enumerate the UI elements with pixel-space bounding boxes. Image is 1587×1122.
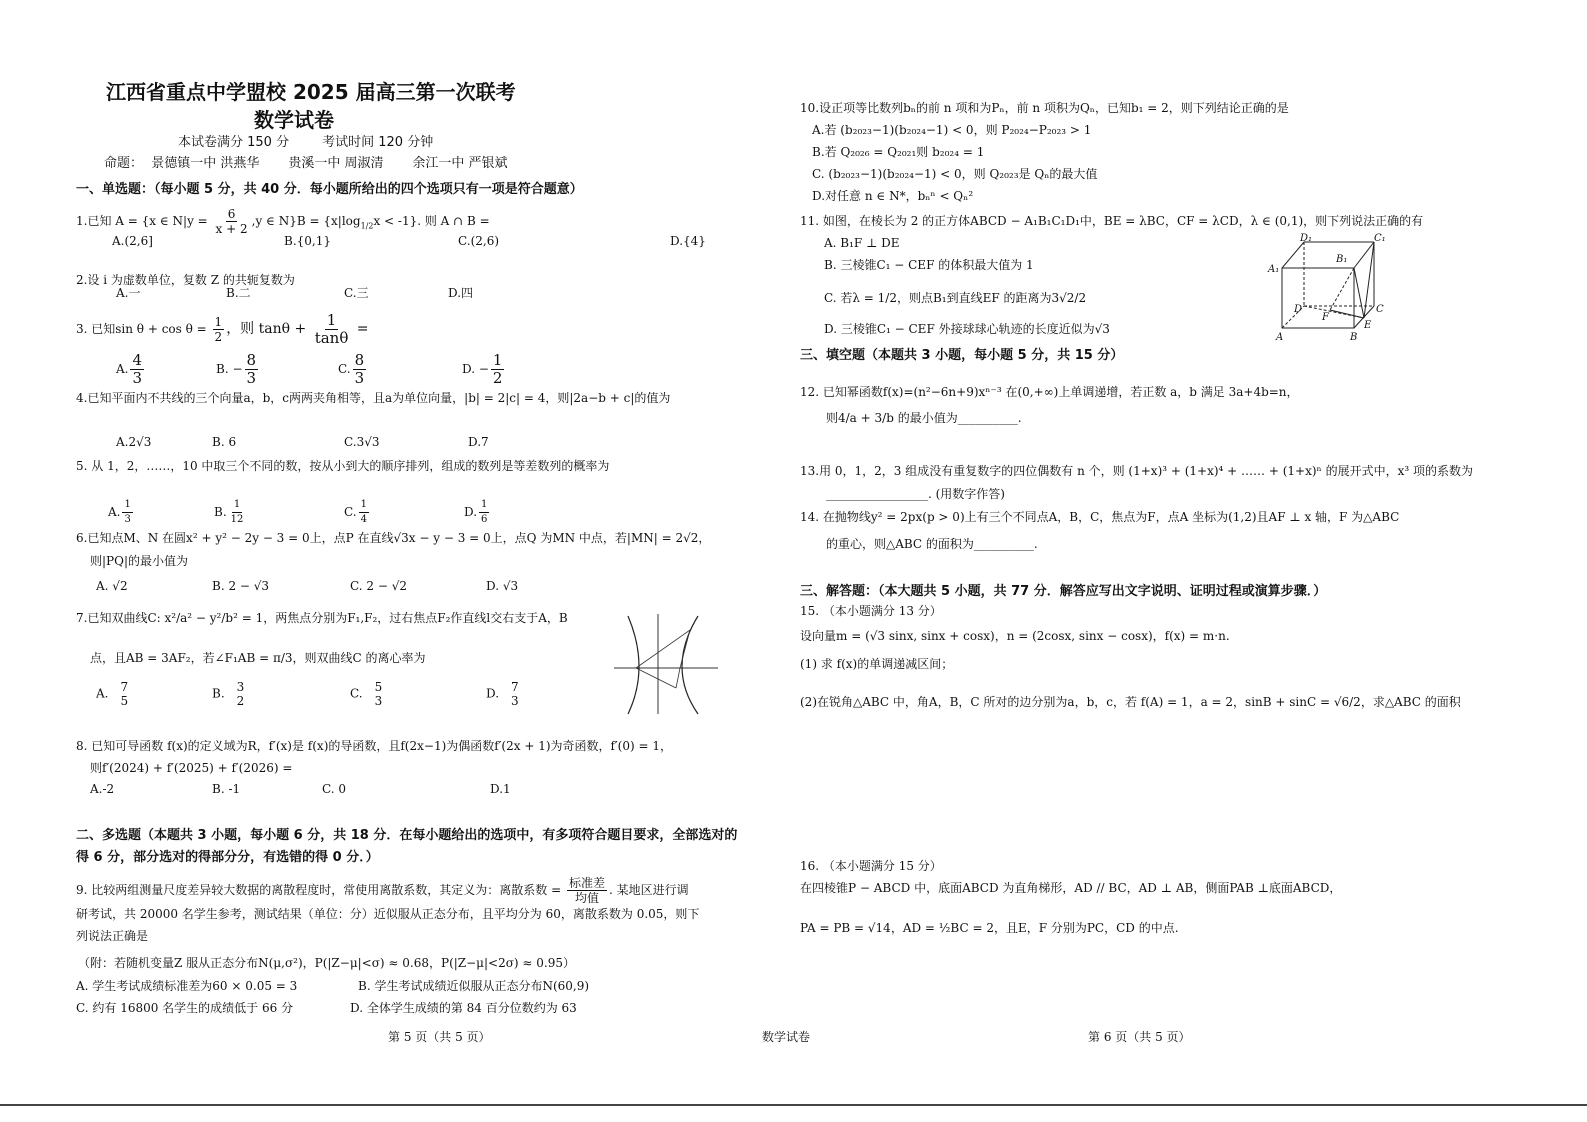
section-4-heading: 三、解答题：（本大题共 5 小题，共 77 分．解答应写出文字说明、证明过程或演算步骤．） [800, 584, 1327, 599]
cube-label-c: C [1376, 304, 1384, 315]
q9-option-a: A. 学生考试成绩标准差为60 × 0.05 = 3 [76, 979, 298, 993]
cube-label-a: A [1276, 332, 1284, 343]
q1-option-b: B.{0,1} [284, 234, 331, 248]
q8-option-b: B. -1 [212, 782, 241, 796]
q3-option-a: A. $\frac{4}{3}$ [116, 351, 143, 387]
q4-option-a: A.2√3 [116, 435, 152, 449]
question-10: 10.设正项等比数列bₙ的前 n 项和为Pₙ，前 n 项积为Qₙ，已知b₁ = 2，则下列结论正确的是 [800, 101, 1289, 115]
question-6: 6.已知点M、N 在圆x² + y² − 2y − 3 = 0上，点P 在直线√3x − y − 3 = 0上，点Q 为MN 中点，若|MN| = 2√2， [76, 531, 711, 545]
exam-subtitle: 数学试卷 [254, 108, 334, 132]
section-2-heading: 二、多选题（本题共 3 小题，每小题 6 分，共 18 分．在每小题给出的选项中，有多项符合题目要求，全部选对的 [76, 828, 738, 843]
q9-option-c: C. 约有 16800 名学生的成绩低于 66 分 [76, 1001, 294, 1015]
question-7-line2: 点，且AB = 3AF₂，若∠F₁AB = π/3，则双曲线C 的离心率为 [90, 651, 426, 665]
cube-label-b: B [1350, 332, 1358, 343]
q8-option-a: A.-2 [90, 782, 115, 796]
q2-option-c: C.三 [344, 286, 369, 300]
exam-authors: 命题： 景德镇一中 洪燕华 贵溪一中 周淑清 余江一中 严银斌 [104, 156, 508, 171]
question-15-part2: (2)在锐角△ABC 中，角A，B，C 所对的边分别为a，b，c，若 f(A) = 1，a = 2，sinB + sinC = √6/2，求△ABC 的面积 [800, 695, 1461, 709]
question-4: 4.已知平面内不共线的三个向量a，b，c两两夹角相等，且a为单位向量，|b| = 2|c| = 4，则|2a−b + c|的值为 [76, 391, 671, 405]
question-11: 11. 如图，在棱长为 2 的正方体ABCD − A₁B₁C₁D₁中，BE = λBC，CF = λCD，λ ∈ (0,1)，则下列说法正确的有 [800, 214, 1424, 228]
q11-option-b: B. 三棱锥C₁ − CEF 的体积最大值为 1 [824, 258, 1034, 272]
question-6-line2: 则|PQ|的最小值为 [90, 554, 188, 568]
q1-option-a: A.(2,6] [112, 234, 153, 248]
section-3-heading: 三、填空题（本题共 3 小题，每小题 5 分，共 15 分） [800, 348, 1124, 363]
q5-option-a: A. $\frac{1}{3}$ [108, 499, 131, 525]
q11-option-a: A. B₁F ⊥ DE [824, 236, 900, 250]
q6-option-d: D. √3 [486, 579, 519, 593]
section-1-heading: 一、单选题：（每小题 5 分，共 40 分．每小题所给出的四个选项只有一项是符合题意） [76, 182, 583, 197]
q4-option-b: B. 6 [212, 435, 237, 449]
q2-option-a: A.一 [116, 286, 141, 300]
q10-option-c: C. (b₂₀₂₃−1)(b₂₀₂₄−1) < 0，则 Q₂₀₂₃是 Qₙ的最大值 [812, 167, 1098, 181]
q8-option-d: D.1 [490, 782, 511, 796]
question-7: 7.已知双曲线C: x²/a² − y²/b² = 1，两焦点分别为F₁,F₂，过右焦点F₂作直线l交右支于A，B [76, 611, 568, 625]
question-9-line2: 研考试，共 20000 名学生参考，测试结果（单位：分）近似服从正态分布，且平均分为 60，离散系数为 0.05，则下 [76, 907, 700, 921]
q7-option-c: C. 5 3 [350, 680, 383, 708]
question-13: 13.用 0，1，2，3 组成没有重复数字的四位偶数有 n 个，则 (1+x)³ + (1+x)⁴ + …… + (1+x)ⁿ 的展开式中，x³ 项的系数为 [800, 464, 1473, 478]
q6-option-c: C. 2 − √2 [350, 579, 407, 593]
q5-option-c: C. $\frac{1}{4}$ [344, 499, 367, 525]
q4-option-d: D.7 [468, 435, 489, 449]
question-13-line2: _________________. (用数字作答) [826, 487, 1005, 501]
question-8-line2: 则f′(2024) + f′(2025) + f′(2026) = [90, 761, 293, 775]
cube-label-d: D [1294, 304, 1303, 315]
q2-option-d: D.四 [448, 286, 474, 300]
question-12-line2: 则4/a + 3/b 的最小值为__________. [826, 411, 1022, 425]
question-9-note: （附：若随机变量Z 服从正态分布N(μ,σ²)，P(|Z−μ|<σ) ≈ 0.68，P(|Z−μ|<2σ) ≈ 0.95） [78, 956, 575, 970]
question-15-title: 15. （本小题满分 13 分） [800, 604, 942, 618]
section-2-heading-line2: 得 6 分，部分选对的得部分分，有选错的得 0 分．） [76, 850, 379, 865]
question-5: 5. 从 1，2，……，10 中取三个不同的数，按从小到大的顺序排列，组成的数列是等差数列的概率为 [76, 459, 610, 473]
q6-option-b: B. 2 − √3 [212, 579, 270, 593]
question-8: 8. 已知可导函数 f(x)的定义域为R，f′(x)是 f(x)的导函数，且f(2x−1)为偶函数f′(2x + 1)为奇函数，f′(0) = 1， [76, 739, 673, 753]
exam-title: 江西省重点中学盟校 2025 届高三第一次联考 [106, 80, 516, 104]
q7-option-a: A. 7 5 [96, 680, 129, 708]
question-9-line3: 列说法正确是 [76, 929, 149, 943]
exam-info: 本试卷满分 150 分 考试时间 120 分钟 [178, 135, 434, 150]
footer-center-title: 数学试卷 [762, 1030, 811, 1044]
q10-option-a: A.若 (b₂₀₂₃−1)(b₂₀₂₄−1) < 0，则 P₂₀₂₄−P₂₀₂₃ > 1 [812, 123, 1092, 137]
footer-left-page-number: 第 5 页（共 5 页） [388, 1030, 491, 1044]
q3-option-c: C. $\frac{8}{3}$ [338, 351, 365, 387]
cube-label-b1: B₁ [1336, 254, 1348, 265]
q7-option-b: B. 3 2 [212, 680, 245, 708]
q5-option-d: D. $\frac{1}{6}$ [464, 499, 488, 525]
q5-option-b: B. $\frac{1}{12}$ [214, 499, 244, 525]
question-15-stem: 设向量m = (√3 sinx, sinx + cosx)，n = (2cosx, sinx − cosx)，f(x) = m·n. [800, 629, 1230, 643]
cube-label-c1: C₁ [1374, 233, 1386, 244]
q4-option-c: C.3√3 [344, 435, 380, 449]
question-14: 14. 在抛物线y² = 2px(p > 0)上有三个不同点A，B，C，焦点为F，点A 坐标为(1,2)且AF ⊥ x 轴，F 为△ABC [800, 510, 1400, 524]
q1-option-c: C.(2,6) [458, 234, 500, 248]
q3-option-d: D. − $\frac{1}{2}$ [462, 351, 503, 387]
q6-option-a: A. √2 [96, 579, 128, 593]
cube-label-d1: D₁ [1300, 233, 1313, 244]
cube-label-e: E [1364, 320, 1372, 331]
question-1: 1.已知 A = {x ∈ N|y = $\frac{6}{x + 2}$ ,y ∈ $N\}B = \{x|\log_{1/2}x < -1\}$. 则 A ∩ B = [76, 207, 490, 236]
cube-label-a1: A₁ [1268, 264, 1280, 275]
q1-option-d: D.{4} [670, 234, 706, 248]
q9-option-d: D. 全体学生成绩的第 84 百分位数约为 63 [350, 1001, 577, 1015]
question-15-part1: (1) 求 f(x)的单调递减区间； [800, 657, 954, 671]
question-2: 2.设 i 为虚数单位，复数 Z 的共轭复数为 [76, 273, 295, 287]
question-16-title: 16. （本小题满分 15 分） [800, 859, 942, 873]
q9-option-b: B. 学生考试成绩近似服从正态分布N(60,9) [358, 979, 590, 993]
q7-option-d: D. 7 3 [486, 680, 519, 708]
q8-option-c: C. 0 [322, 782, 347, 796]
q3-option-b: B. − $\frac{8}{3}$ [216, 351, 257, 387]
q11-option-c: C. 若λ = 1/2，则点B₁到直线EF 的距离为3√2/2 [824, 291, 1087, 305]
question-16-stem: 在四棱锥P − ABCD 中，底面ABCD 为直角梯形，AD // BC，AD ⊥ AB，侧面PAB ⊥底面ABCD， [800, 881, 1342, 895]
q10-option-b: B.若 Q₂₀₂₆ = Q₂₀₂₁则 b₂₀₂₄ = 1 [812, 145, 985, 159]
cube-figure [1266, 232, 1390, 344]
footer-right-page-number: 第 6 页（共 5 页） [1088, 1030, 1191, 1044]
question-12: 12. 已知幂函数f(x)=(n²−6n+9)xⁿ⁻³ 在(0,+∞)上单调递增，若正数 a，b 满足 3a+4b=n， [800, 385, 1299, 399]
bottom-border [0, 1104, 1587, 1106]
question-14-line2: 的重心，则△ABC 的面积为__________. [826, 537, 1038, 551]
question-3: 3. 已知sin θ + cos θ = $\frac{1}{2}$ ，则 tanθ + $\frac{1}{\tan\theta}$ = [76, 311, 369, 347]
q2-option-b: B.二 [226, 286, 251, 300]
hyperbola-figure [610, 612, 722, 716]
q10-option-d: D.对任意 n ∈ N*，bₙⁿ < Qₙ² [812, 189, 974, 203]
question-16-stem2: PA = PB = √14，AD = ½BC = 2，且E，F 分别为PC，CD 的中点. [800, 921, 1179, 935]
question-9: 9. 比较两组测量尺度差异较大数据的离散程度时，常使用离散系数，其定义为：离散系数 = $\frac{\text{标准差}}{\text{均值}}$ . 某地区进行调 [76, 876, 689, 905]
q11-option-d: D. 三棱锥C₁ − CEF 外接球球心轨迹的长度近似为√3 [824, 322, 1110, 336]
cube-label-f: F [1322, 312, 1329, 323]
